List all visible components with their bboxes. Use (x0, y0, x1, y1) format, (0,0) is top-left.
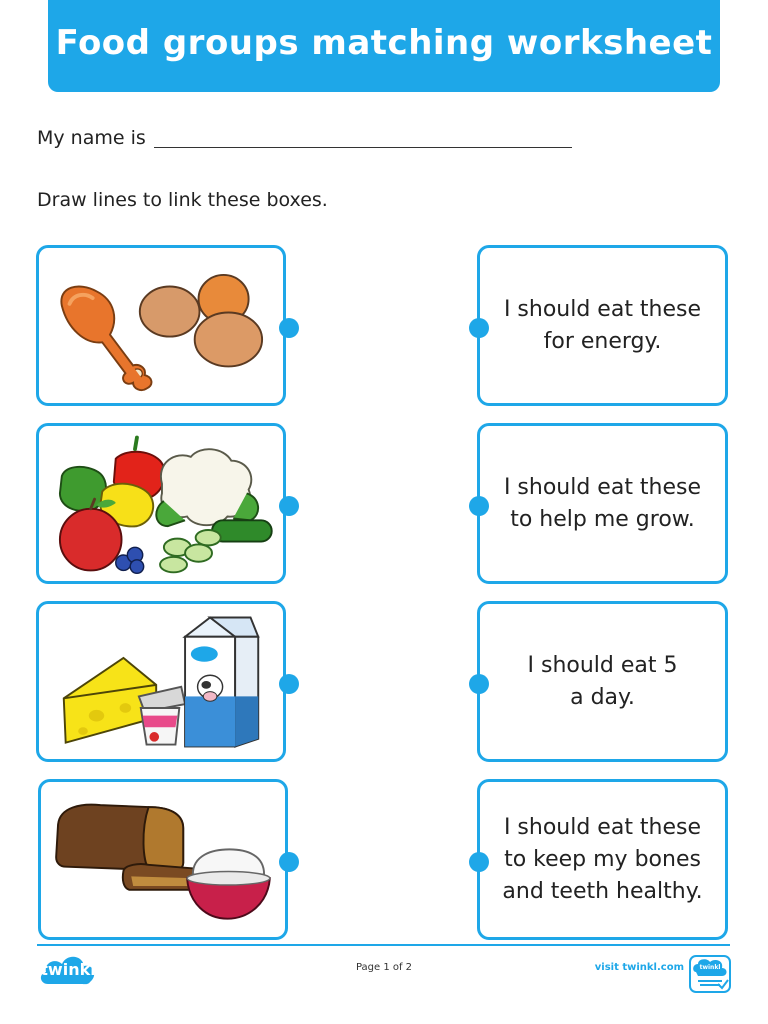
statement-box-1[interactable] (477, 245, 728, 406)
chicken-drumstick-icon (61, 287, 151, 391)
connector-dot[interactable] (279, 852, 299, 872)
website-link[interactable]: visit twinkl.com (594, 962, 684, 973)
carbs-illustration (41, 782, 285, 937)
picture-box-protein[interactable] (36, 245, 286, 406)
connector-dot[interactable] (469, 852, 489, 872)
footer-divider (37, 944, 730, 946)
twinkl-logo[interactable] (38, 952, 98, 988)
statement-box-4[interactable] (477, 779, 728, 940)
logo-text: twinkl (40, 960, 96, 979)
statement-box-2[interactable] (477, 423, 728, 584)
statement-text: I should eat these for energy. (503, 296, 702, 354)
cucumber-icon (160, 520, 272, 572)
name-label: My name is (37, 127, 146, 149)
quality-badge-icon (688, 954, 732, 994)
connector-dot[interactable] (279, 318, 299, 338)
milk-carton-icon (185, 617, 258, 746)
statement-text: I should eat these to help me grow. (503, 474, 702, 532)
picture-box-carbs[interactable] (38, 779, 288, 940)
picture-box-fruit-veg[interactable] (36, 423, 286, 584)
quality-badge (688, 954, 732, 994)
title-banner (48, 0, 720, 92)
badge-label: twinkl (699, 964, 721, 971)
dairy-illustration (39, 604, 283, 759)
page-title: Food groups matching worksheet (55, 23, 713, 63)
connector-dot[interactable] (279, 674, 299, 694)
connector-dot[interactable] (469, 318, 489, 338)
picture-box-dairy[interactable] (36, 601, 286, 762)
yogurt-icon (139, 687, 185, 745)
statement-text: I should eat these to keep my bones and teeth healthy. (502, 814, 703, 904)
name-row (37, 124, 597, 154)
instructions: Draw lines to link these boxes. (37, 189, 328, 211)
rice-bowl-icon (187, 849, 270, 918)
connector-dot[interactable] (469, 674, 489, 694)
fruit-veg-illustration (39, 426, 283, 581)
cauliflower-icon (156, 449, 258, 526)
statement-text: I should eat 5 a day. (527, 652, 678, 710)
eggs-icon (140, 275, 262, 366)
page-number: Page 1 of 2 (355, 962, 413, 973)
protein-illustration (39, 248, 283, 403)
bread-loaf-icon (56, 805, 204, 890)
connector-dot[interactable] (469, 496, 489, 516)
connector-dot[interactable] (279, 496, 299, 516)
name-write-line[interactable] (154, 125, 572, 148)
statement-box-3[interactable] (477, 601, 728, 762)
